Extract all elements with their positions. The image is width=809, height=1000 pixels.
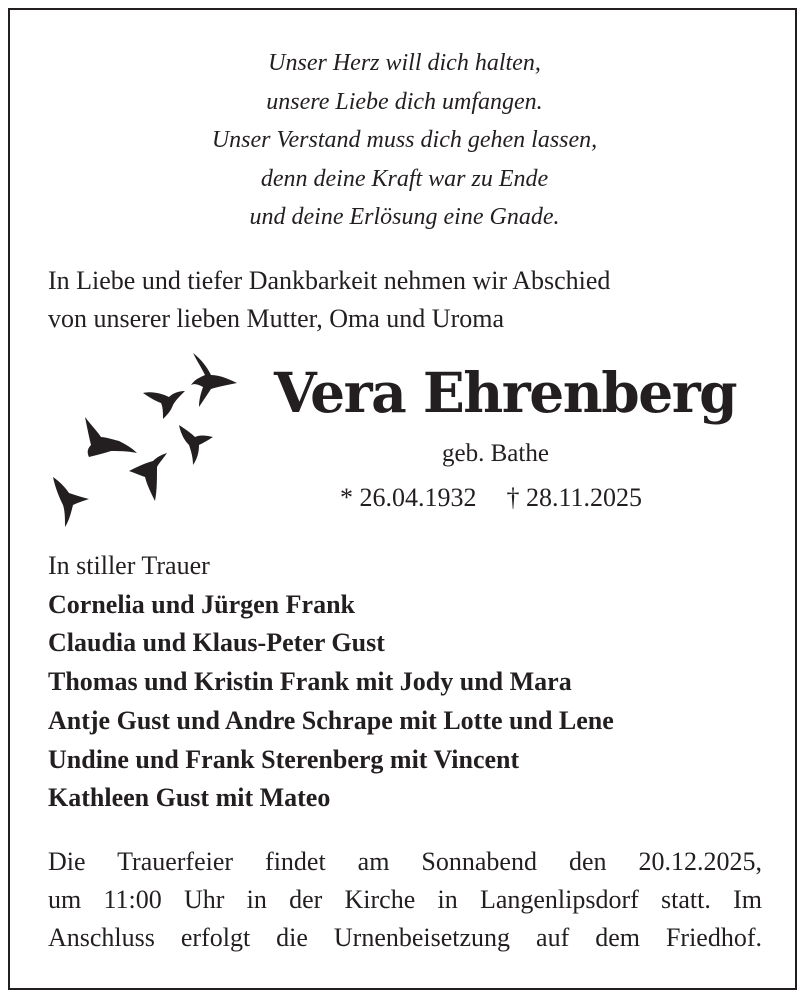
birth-date: * 26.04.1932	[340, 483, 477, 512]
life-dates	[340, 480, 642, 516]
birth-name: geb. Bathe	[442, 440, 549, 467]
mourner-family: Thomas und Kristin Frank mit Jody und Mara	[48, 667, 572, 697]
funeral-notice	[48, 843, 762, 957]
funeral-line: um 11:00 Uhr in der Kirche in Langenlipsdorf statt. Im	[48, 885, 762, 914]
poem-line: denn deine Kraft war zu Ende	[260, 165, 549, 192]
memorial-poem	[0, 44, 809, 237]
flying-birds-icon	[45, 345, 245, 530]
poem-line: und deine Erlösung eine Gnade.	[249, 204, 560, 230]
bird-icon	[143, 391, 185, 419]
death-date: † 28.11.2025	[506, 483, 643, 512]
bird-icon	[129, 453, 167, 501]
farewell-intro	[48, 262, 610, 338]
bird-icon	[85, 417, 137, 457]
poem-line: Unser Verstand muss dich gehen lassen,	[211, 127, 598, 153]
poem-line: unsere Liebe dich umfangen.	[266, 88, 543, 115]
mourner-family: Claudia und Klaus-Peter Gust	[48, 628, 385, 658]
mourner-family: Cornelia und Jürgen Frank	[48, 589, 355, 619]
mourners-list	[48, 547, 614, 818]
bird-icon	[53, 477, 89, 527]
mourner-family: Kathleen Gust mit Mateo	[48, 783, 331, 813]
funeral-line: Anschluss erfolgt die Urnenbeisetzung auf dem Friedhof.	[48, 923, 762, 952]
bird-icon	[179, 425, 213, 465]
funeral-line: Die Trauerfeier findet am Sonnabend den 20.12.2025,	[48, 847, 762, 876]
intro-line: von unserer lieben Mutter, Oma und Uroma	[48, 304, 505, 333]
poem-line: Unser Herz will dich halten,	[268, 50, 541, 76]
mourner-family: Antje Gust und Andre Schrape mit Lotte und Lene	[48, 705, 614, 735]
mourner-family: Undine und Frank Sterenberg mit Vincent	[48, 744, 520, 774]
mourners-heading: In stiller Trauer	[48, 551, 210, 580]
intro-line: In Liebe und tiefer Dankbarkeit nehmen wir Abschied	[48, 266, 611, 295]
bird-icon	[191, 353, 237, 407]
deceased-name: Vera Ehrenberg	[274, 360, 737, 425]
